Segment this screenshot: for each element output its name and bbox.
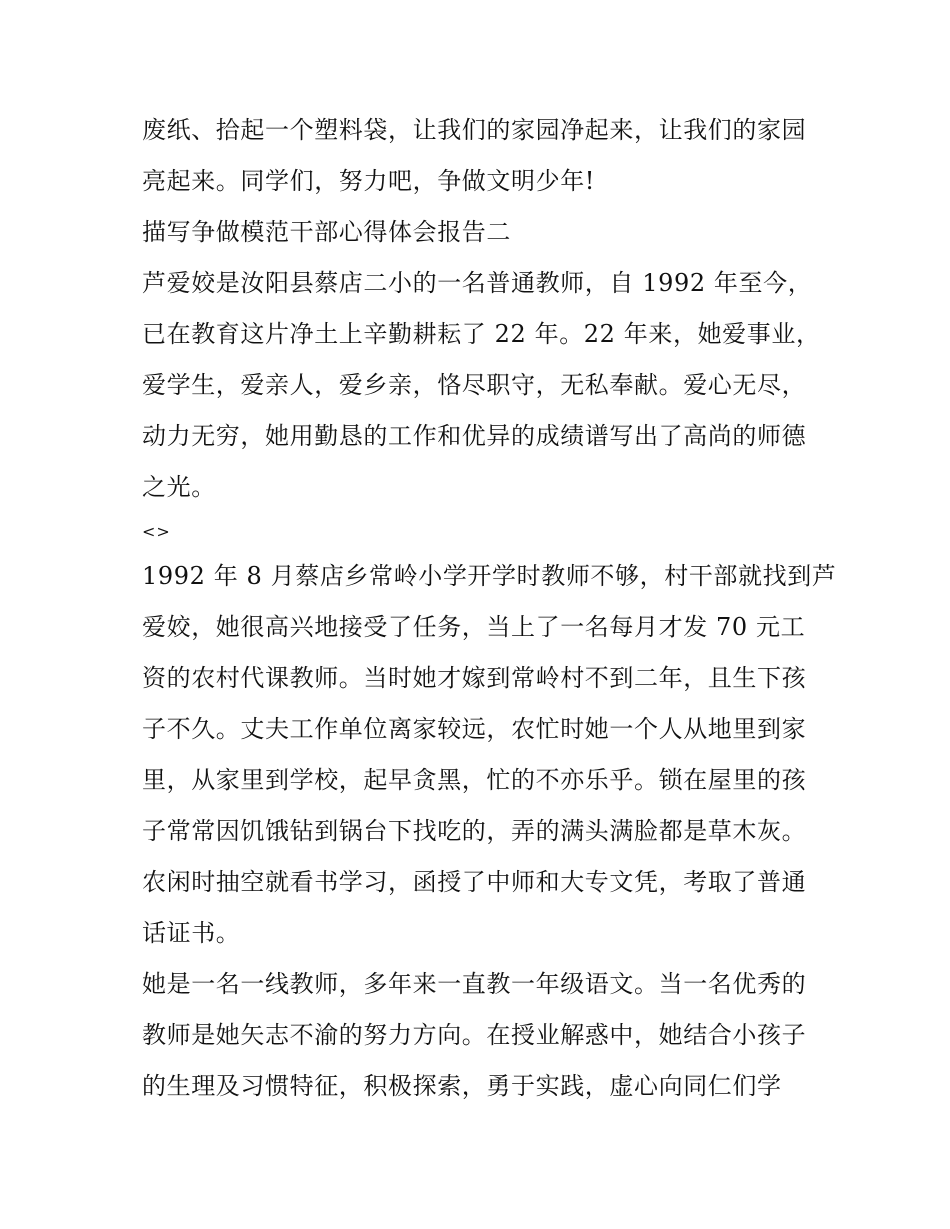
text-line: 话证书。: [142, 919, 241, 947]
text-line: 她是一名一线教师，多年来一直教一年级语文。当一名优秀的: [142, 970, 807, 998]
document-body: [142, 105, 837, 1112]
text-line: 里，从家里到学校，起早贪黑，忙的不亦乐乎。锁在屋里的孩: [142, 766, 807, 794]
text-line: 动力无穷，她用勤恳的工作和优异的成绩谱写出了高尚的师德: [142, 422, 807, 450]
text-line: 子不久。丈夫工作单位离家较远，农忙时她一个人从地里到家: [142, 715, 807, 743]
text-line: 亮起来。同学们，努力吧，争做文明少年!: [142, 167, 596, 195]
section-heading: 描写争做模范干部心得体会报告二: [142, 218, 511, 246]
text-line: 芦爱姣是汝阳县蔡店二小的一名普通教师，自 1992 年至今，: [142, 269, 813, 297]
text-line: 之光。: [142, 473, 216, 501]
text-line: 资的农村代课教师。当时她才嫁到常岭村不到二年，且生下孩: [142, 664, 807, 692]
text-line: 爱姣，她很高兴地接受了任务，当上了一名每月才发 70 元工: [142, 613, 806, 641]
text-line: 教师是她矢志不渝的努力方向。在授业解惑中，她结合小孩子: [142, 1021, 807, 1049]
text-line: 农闲时抽空就看书学习，函授了中师和大专文凭，考取了普通: [142, 868, 807, 896]
text-line: 已在教育这片净土上辛勤耕耘了 22 年。22 年来，她爱事业，: [142, 320, 821, 348]
text-line: 废纸、拾起一个塑料袋，让我们的家园净起来，让我们的家园: [142, 116, 807, 144]
text-line: 的生理及习惯特征，积极探索，勇于实践，虚心向同仁们学: [142, 1072, 782, 1100]
text-line: 爱学生，爱亲人，爱乡亲，恪尽职守，无私奉献。爱心无尽，: [142, 371, 807, 399]
separator-mark: <>: [142, 522, 171, 541]
text-line: 子常常因饥饿钻到锅台下找吃的，弄的满头满脸都是草木灰。: [142, 817, 807, 845]
text-line: 1992 年 8 月蔡店乡常岭小学开学时教师不够，村干部就找到芦: [142, 562, 837, 590]
